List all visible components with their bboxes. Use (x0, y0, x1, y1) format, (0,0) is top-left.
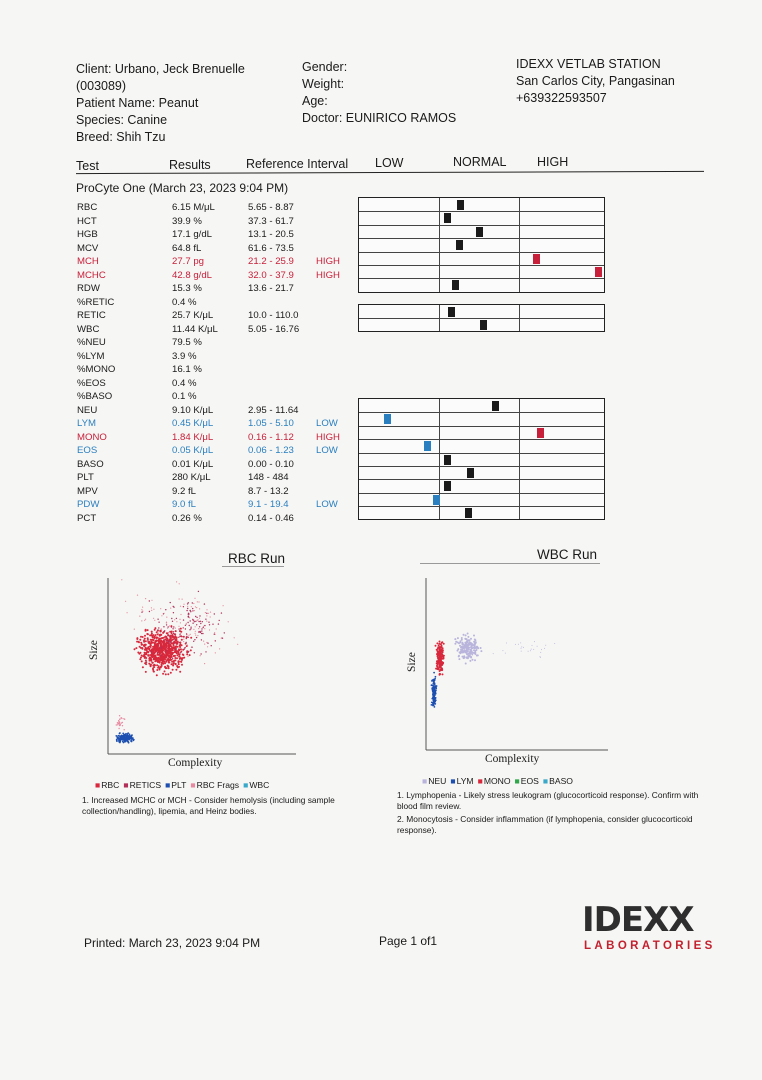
gauge-marker-pdw (433, 495, 440, 505)
breed: Breed: Shih Tzu (76, 130, 166, 144)
reference-interval: 32.0 - 37.9 (248, 269, 294, 281)
reference-interval: 8.7 - 13.2 (248, 485, 289, 497)
rbc-legend (95, 780, 269, 790)
species: Species: Canine (76, 113, 168, 127)
gauge-marker-mchc (595, 267, 602, 277)
gauge-divider (359, 252, 604, 253)
legend-swatch: ■ (450, 776, 456, 786)
gauge-marker-mcv (456, 240, 463, 250)
gauge-marker-retic (448, 307, 455, 317)
test-result: 17.1 g/dL (172, 229, 213, 240)
gauge-divider (359, 479, 604, 480)
gauge-marker-neu (492, 401, 499, 411)
test-name: MCV (77, 242, 99, 254)
gauge-retic-wbc-group (358, 304, 605, 332)
gauge-marker-mpv (444, 481, 451, 491)
idexx-logo-sub: LABORATORIES (584, 940, 716, 952)
test-result: 9.10 K/μL (172, 404, 214, 416)
reference-interval: 0.16 - 1.12 (248, 431, 294, 443)
reference-interval: 10.0 - 110.0 (248, 310, 299, 321)
rbc-ylabel: Size (88, 640, 100, 660)
legend-swatch: ■ (542, 776, 549, 786)
lab-info (516, 56, 675, 107)
gauge-marker-hct (444, 213, 451, 223)
gauge-divider (359, 265, 604, 266)
col-reference: Reference Interval (246, 157, 349, 171)
test-result: 64.8 fL (172, 242, 202, 254)
legend-swatch: ■ (243, 780, 249, 790)
legend-swatch: ■ (123, 780, 129, 790)
test-result: 42.8 g/dL (172, 269, 213, 281)
gauge-marker-mono (537, 428, 544, 438)
rbc-xlabel: Complexity (168, 757, 223, 769)
wbc-ylabel: Size (406, 652, 418, 672)
doctor: Doctor: EUNIRICO RAMOS (302, 111, 457, 125)
test-result: 0.45 K/μL (172, 418, 214, 429)
gauge-divider (359, 493, 604, 494)
test-name: PCT (77, 512, 97, 524)
wbc-legend (422, 776, 573, 786)
gauge-divider (359, 225, 604, 226)
test-result: 3.9 % (172, 350, 197, 362)
col-results: Results (169, 158, 211, 172)
test-name: NEU (77, 404, 98, 416)
age: Age: (302, 94, 328, 108)
legend-label: NEU (428, 776, 447, 786)
neu-cluster (454, 633, 482, 665)
legend-label: LYM (456, 776, 474, 786)
patient-name: Patient Name: Peanut (76, 96, 199, 110)
legend-label: EOS (520, 776, 539, 786)
test-name: MPV (77, 485, 98, 497)
client-id: (003089) (76, 79, 127, 93)
col-low: LOW (375, 156, 404, 170)
test-result: 39.9 % (172, 215, 202, 227)
legend-swatch: ■ (95, 780, 101, 790)
test-name: %LYM (77, 350, 105, 362)
gender: Gender: (302, 60, 348, 74)
gauge-marker-rbc (457, 200, 464, 210)
test-name: RETIC (77, 310, 106, 321)
gauge-divider (359, 318, 604, 319)
run-title: ProCyte One (March 23, 2023 9:04 PM) (76, 181, 289, 195)
test-name: MONO (77, 431, 107, 443)
legend-label: WBC (249, 780, 270, 790)
client-info (76, 61, 245, 146)
gauge-marker-eos (424, 441, 431, 451)
wbc-note-2: 2. Monocytosis - Consider inflammation (if lymphopenia, consider glucocorticoid response). (397, 814, 693, 835)
reference-interval: 148 - 484 (248, 472, 289, 483)
gauge-divider (359, 211, 604, 212)
reference-interval: 2.95 - 11.64 (248, 404, 299, 416)
neu-sparse (493, 641, 556, 658)
weight: Weight: (302, 77, 345, 91)
rbc-plot-title: RBC Run (228, 551, 286, 566)
gauge-marker-lym (384, 414, 391, 424)
legend-label: RETICS (129, 780, 162, 790)
test-result: 25.7 K/μL (172, 310, 214, 321)
wbc-plot-title: WBC Run (537, 547, 598, 562)
status-flag: LOW (316, 445, 338, 456)
reference-interval: 5.65 - 8.87 (248, 202, 294, 213)
test-name: MCHC (77, 269, 106, 281)
gauge-divider (359, 426, 604, 427)
test-result: 15.3 % (172, 283, 202, 294)
gauge-marker-wbc (480, 320, 487, 330)
test-result: 9.0 fL (172, 499, 197, 510)
test-result: 16.1 % (172, 364, 202, 375)
legend-swatch: ■ (477, 776, 483, 786)
col-normal: NORMAL (453, 155, 507, 169)
test-name: EOS (77, 445, 98, 456)
test-name: %BASO (77, 391, 113, 402)
legend-label: RBC (101, 780, 120, 790)
col-test: Test (76, 159, 99, 173)
status-flag: LOW (316, 499, 338, 510)
reference-interval: 9.1 - 19.4 (248, 499, 289, 510)
test-result: 1.84 K/μL (172, 431, 214, 443)
legend-label: PLT (171, 780, 187, 790)
reference-interval: 0.00 - 0.10 (248, 458, 294, 470)
test-result: 79.5 % (172, 337, 202, 348)
rbc-scatter-sparse (121, 579, 238, 664)
wbc-xlabel: Complexity (485, 753, 540, 765)
gauge-divider (359, 453, 604, 454)
reference-interval: 61.6 - 73.5 (248, 242, 294, 254)
gauge-marker-hgb (476, 227, 483, 237)
test-name: WBC (77, 323, 100, 335)
idexx-logo: IDEXX (582, 900, 694, 940)
legend-label: RBC Frags (196, 780, 240, 790)
test-name: %RETIC (77, 296, 115, 308)
reference-interval: 13.1 - 20.5 (248, 229, 294, 240)
reference-interval: 1.05 - 5.10 (248, 418, 294, 429)
legend-swatch: ■ (422, 776, 428, 786)
mono-cluster (435, 641, 445, 676)
wbc-note-1: 1. Lymphopenia - Likely stress leukogram (glucocorticoid response). Confirm with blood film review. (397, 790, 699, 811)
rbc-title-rule (222, 566, 284, 567)
reference-interval: 37.3 - 61.7 (248, 215, 294, 227)
gauge-marker-mch (533, 254, 540, 264)
rbc-frags-cluster (116, 715, 126, 730)
test-result: 280 K/μL (172, 472, 211, 483)
test-name: PDW (77, 499, 100, 510)
status-flag: HIGH (316, 256, 340, 267)
rbc-cluster (134, 625, 193, 676)
legend-label: MONO (483, 776, 511, 786)
test-result: 9.2 fL (172, 485, 197, 497)
page-number: Page 1 of1 (379, 934, 438, 948)
reference-interval: 13.6 - 21.7 (248, 283, 294, 294)
gauge-divider (359, 506, 604, 507)
reference-interval: 0.14 - 0.46 (248, 512, 294, 524)
test-name: LYM (77, 418, 97, 429)
test-result: 6.15 M/μL (172, 202, 215, 213)
reference-interval: 21.2 - 25.9 (248, 256, 294, 267)
rbc-note: 1. Increased MCHC or MCH - Consider hemolysis (including sample collection/handling), lipemia, and Heinz bodies. (82, 795, 335, 816)
test-result: 11.44 K/μL (172, 323, 218, 335)
reference-interval: 5.05 - 16.76 (248, 323, 300, 335)
status-flag: HIGH (316, 269, 340, 281)
plt-cluster (115, 732, 134, 744)
legend-swatch: ■ (190, 780, 196, 790)
col-high: HIGH (537, 155, 569, 169)
gauge-divider (359, 238, 604, 239)
patient-details (302, 59, 456, 127)
gauge-marker-plt (467, 468, 474, 478)
test-result: 0.1 % (172, 391, 197, 402)
test-name: %NEU (77, 337, 106, 348)
status-flag: HIGH (316, 431, 340, 443)
lab-phone: +639322593507 (516, 91, 607, 105)
test-result: 0.4 % (172, 296, 197, 308)
test-name: RBC (77, 202, 98, 213)
status-flag: LOW (316, 418, 338, 429)
wbc-scatter-plot (418, 578, 618, 756)
test-result: 0.4 % (172, 377, 197, 389)
wbc-title-rule (420, 563, 600, 564)
test-name: RDW (77, 283, 100, 294)
gauge-marker-baso (444, 455, 451, 465)
gauge-marker-rdw (452, 280, 459, 290)
test-name: MCH (77, 256, 99, 267)
test-name: %MONO (77, 364, 116, 375)
client-name: Client: Urbano, Jeck Brenuelle (76, 62, 245, 76)
test-name: %EOS (77, 377, 106, 389)
test-result: 0.26 % (172, 512, 202, 524)
test-name: BASO (77, 458, 104, 470)
gauge-divider (359, 439, 604, 440)
gauge-rbc-group (358, 197, 605, 293)
legend-swatch: ■ (514, 776, 520, 786)
gauge-diff-plt-group (358, 398, 605, 520)
gauge-divider (359, 412, 604, 413)
test-name: HCT (77, 215, 97, 227)
rbc-scatter-plot (100, 578, 300, 758)
lab-city: San Carlos City, Pangasinan (516, 74, 675, 88)
lym-cluster (431, 672, 438, 708)
test-result: 27.7 pg (172, 256, 205, 267)
reference-interval: 0.06 - 1.23 (248, 445, 294, 456)
test-result: 0.01 K/μL (172, 458, 214, 470)
test-name: PLT (77, 472, 94, 483)
lab-name: IDEXX VETLAB STATION (516, 57, 661, 71)
legend-label: BASO (549, 776, 573, 786)
legend-swatch: ■ (165, 780, 171, 790)
gauge-divider (359, 466, 604, 467)
printed-date: Printed: March 23, 2023 9:04 PM (84, 936, 261, 950)
gauge-marker-pct (465, 508, 472, 518)
gauge-divider (359, 278, 604, 279)
test-result: 0.05 K/μL (172, 445, 214, 456)
test-name: HGB (77, 229, 98, 240)
